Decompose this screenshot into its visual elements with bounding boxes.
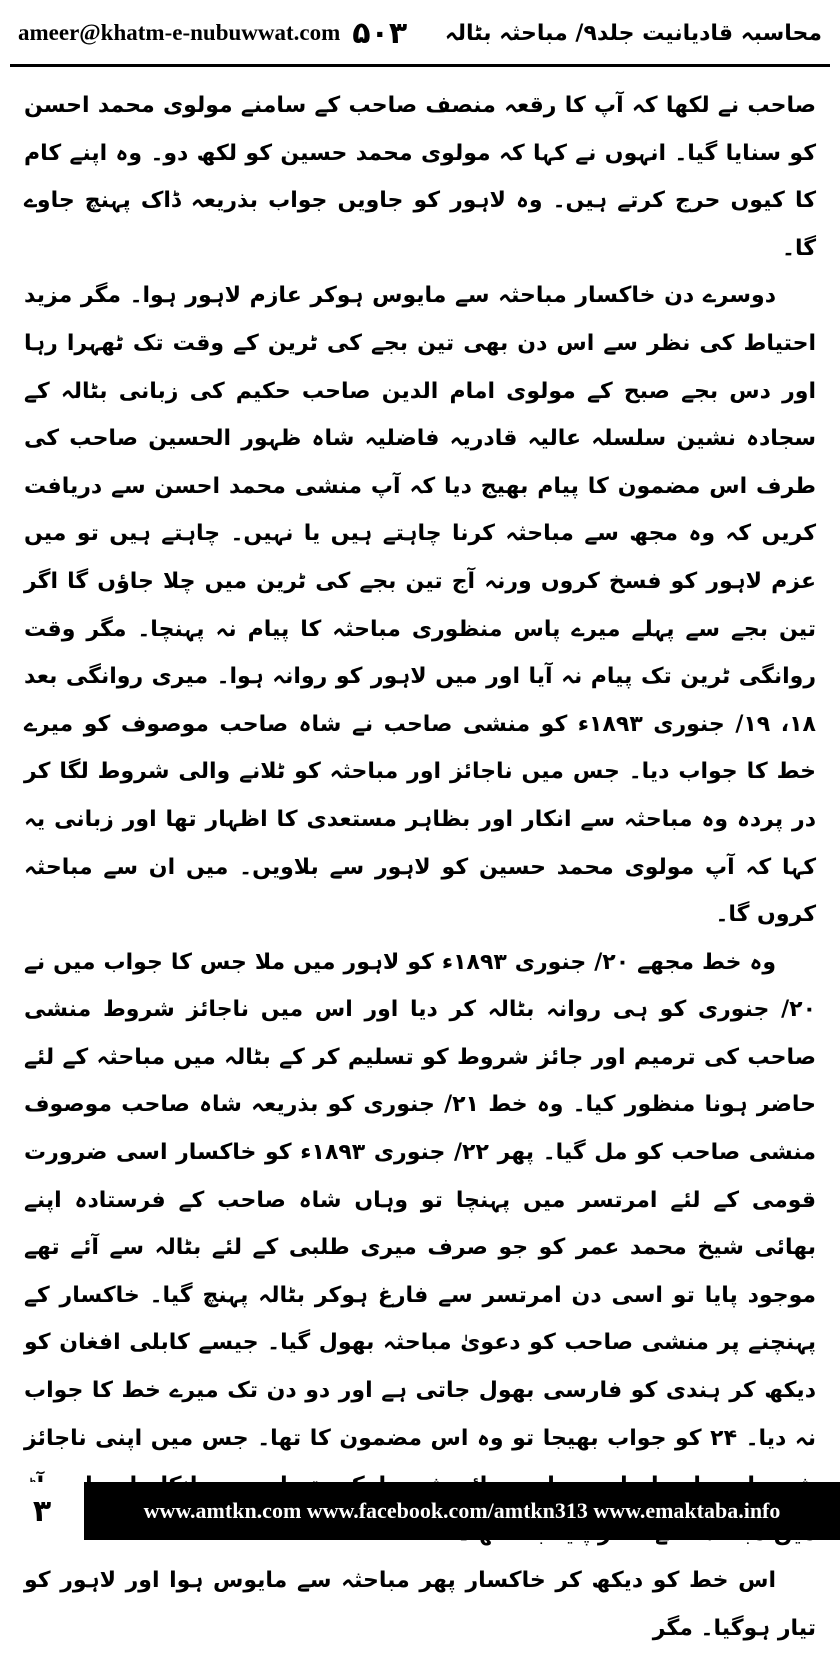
paragraph-3: وہ خط مجھے ۲۰/ جنوری ۱۸۹۳ء کو لاہور میں ملا جس کا جواب میں نے ۲۰/ جنوری کو ہی روانہ بٹالہ کر دیا اور اس میں ناجائز شروط منشی صاحب کی ترمیم اور جائز شروط کو تسلیم کر کے بٹالہ میں مباحثہ کے لئے حاضر ہونا منظور کیا۔ وہ خط ۲۱/ جنوری کو بذریعہ شاہ صاحب موصوف منشی صاحب کو مل گیا۔ پھر ۲۲/ جنوری ۱۸۹۳ء کو خاکسار اسی ضرورت قومی کے لئے امرتسر میں پہنچا تو وہاں شاہ صاحب کے فرستادہ اپنے بھائی شیخ محمد عمر کو جو صرف میری طلبی کے لئے بٹالہ سے آئے تھے موجود پایا تو اسی دن امرتسر سے فارغ ہوکر بٹالہ پہنچ گیا۔ خاکسار کے پہنچنے پر منشی صاحب کو دعویٰ مباحثہ بھول گیا۔ جیسے کابلی افغان کو دیکھ کر ہندی کو فارسی بھول جاتی ہے اور دو دن تک میرے خط کا جواب نہ دیا۔ ۲۴ کو جواب بھیجا تو وہ اس مضمون کا تھا۔ جس میں اپنی ناجائز — [24, 949, 817, 1451]
paragraph-4: اس خط کو دیکھ کر خاکسار پھر مباحثہ سے مایوس ہوا اور لاہور کو تیار ہوگیا۔ مگر — [24, 1568, 816, 1641]
paragraph-1: صاحب نے لکھا کہ آپ کا رقعہ منصف صاحب کے سامنے مولوی محمد احسن کو سنایا گیا۔ انہوں نے کہا کہ مولوی محمد حسین کو لکھ دو۔ وہ اپنے کام کا کیوں حرج کرتے ہیں۔ وہ لاہور کو جاویں جواب بذریعہ ڈاک پہنچ جاوے گا۔ — [24, 93, 816, 261]
header-page-number: ۵۰۳ — [352, 15, 408, 51]
paragraph-2: دوسرے دن خاکسار مباحثہ سے مایوس ہوکر عازم لاہور ہوا۔ مگر مزید احتیاط کی نظر سے اس دن بھی تین بجے کی ٹرین کے وقت تک ٹھہرا رہا اور دس بجے صبح کے مولوی امام الدین صاحب حکیم کی زبانی بٹالہ کے سجادہ نشین سلسلہ عالیہ قادریہ فاضلیہ شاہ ظہور الحسین صاحب کی طرف اس مضمون کا پیام بھیج دیا کہ آپ منشی محمد احسن سے دریافت کریں کہ وہ مجھ سے مباحثہ کرنا چاہتے ہیں یا نہیں۔ چاہتے ہیں تو میں عزم لاہور کو فسخ کروں ورنہ آج تین بجے کی ٹرین میں چلا جاؤں گا اگر تین بجے سے پہلے میرے پاس منظوری مباحثہ کا پیام نہ پہنچا۔ مگر وقت روانگی ٹرین تک پیام نہ آیا اور میں لاہور کو روانہ ہوا۔ میری روانگی بعد ۱۸، ۱۹/ جنوری ۱۸۹۳ء کو منشی صاحب نے شاہ صاحب موصوف کو میرے خط کا جواب دیا۔ جس میں ناجائز اور مباحثہ کو ٹلانے والی شروط لگا کر در پردہ وہ مباحثہ سے انکار اور بظاہر مستعدی کا اظہار تھا اور زبانی یہ کہا کہ آپ مولوی محمد حسین کو لاہور سے بلاویں۔ میں ان سے مباحثہ کروں گا۔ — [24, 283, 816, 928]
header-left — [18, 16, 407, 51]
page-footer — [0, 1482, 840, 1540]
header-rule — [10, 64, 830, 67]
header-email: ameer@khatm-e-nubuwwat.com — [18, 20, 341, 45]
footer-page-number: ۳ — [0, 1482, 84, 1540]
page-header — [18, 6, 822, 60]
header-book-title: محاسبہ قادیانیت جلد۹/ مباحثہ بٹالہ — [444, 20, 822, 46]
footer-links: www.amtkn.com www.facebook.com/amtkn313 www.emaktaba.info — [143, 1498, 781, 1523]
